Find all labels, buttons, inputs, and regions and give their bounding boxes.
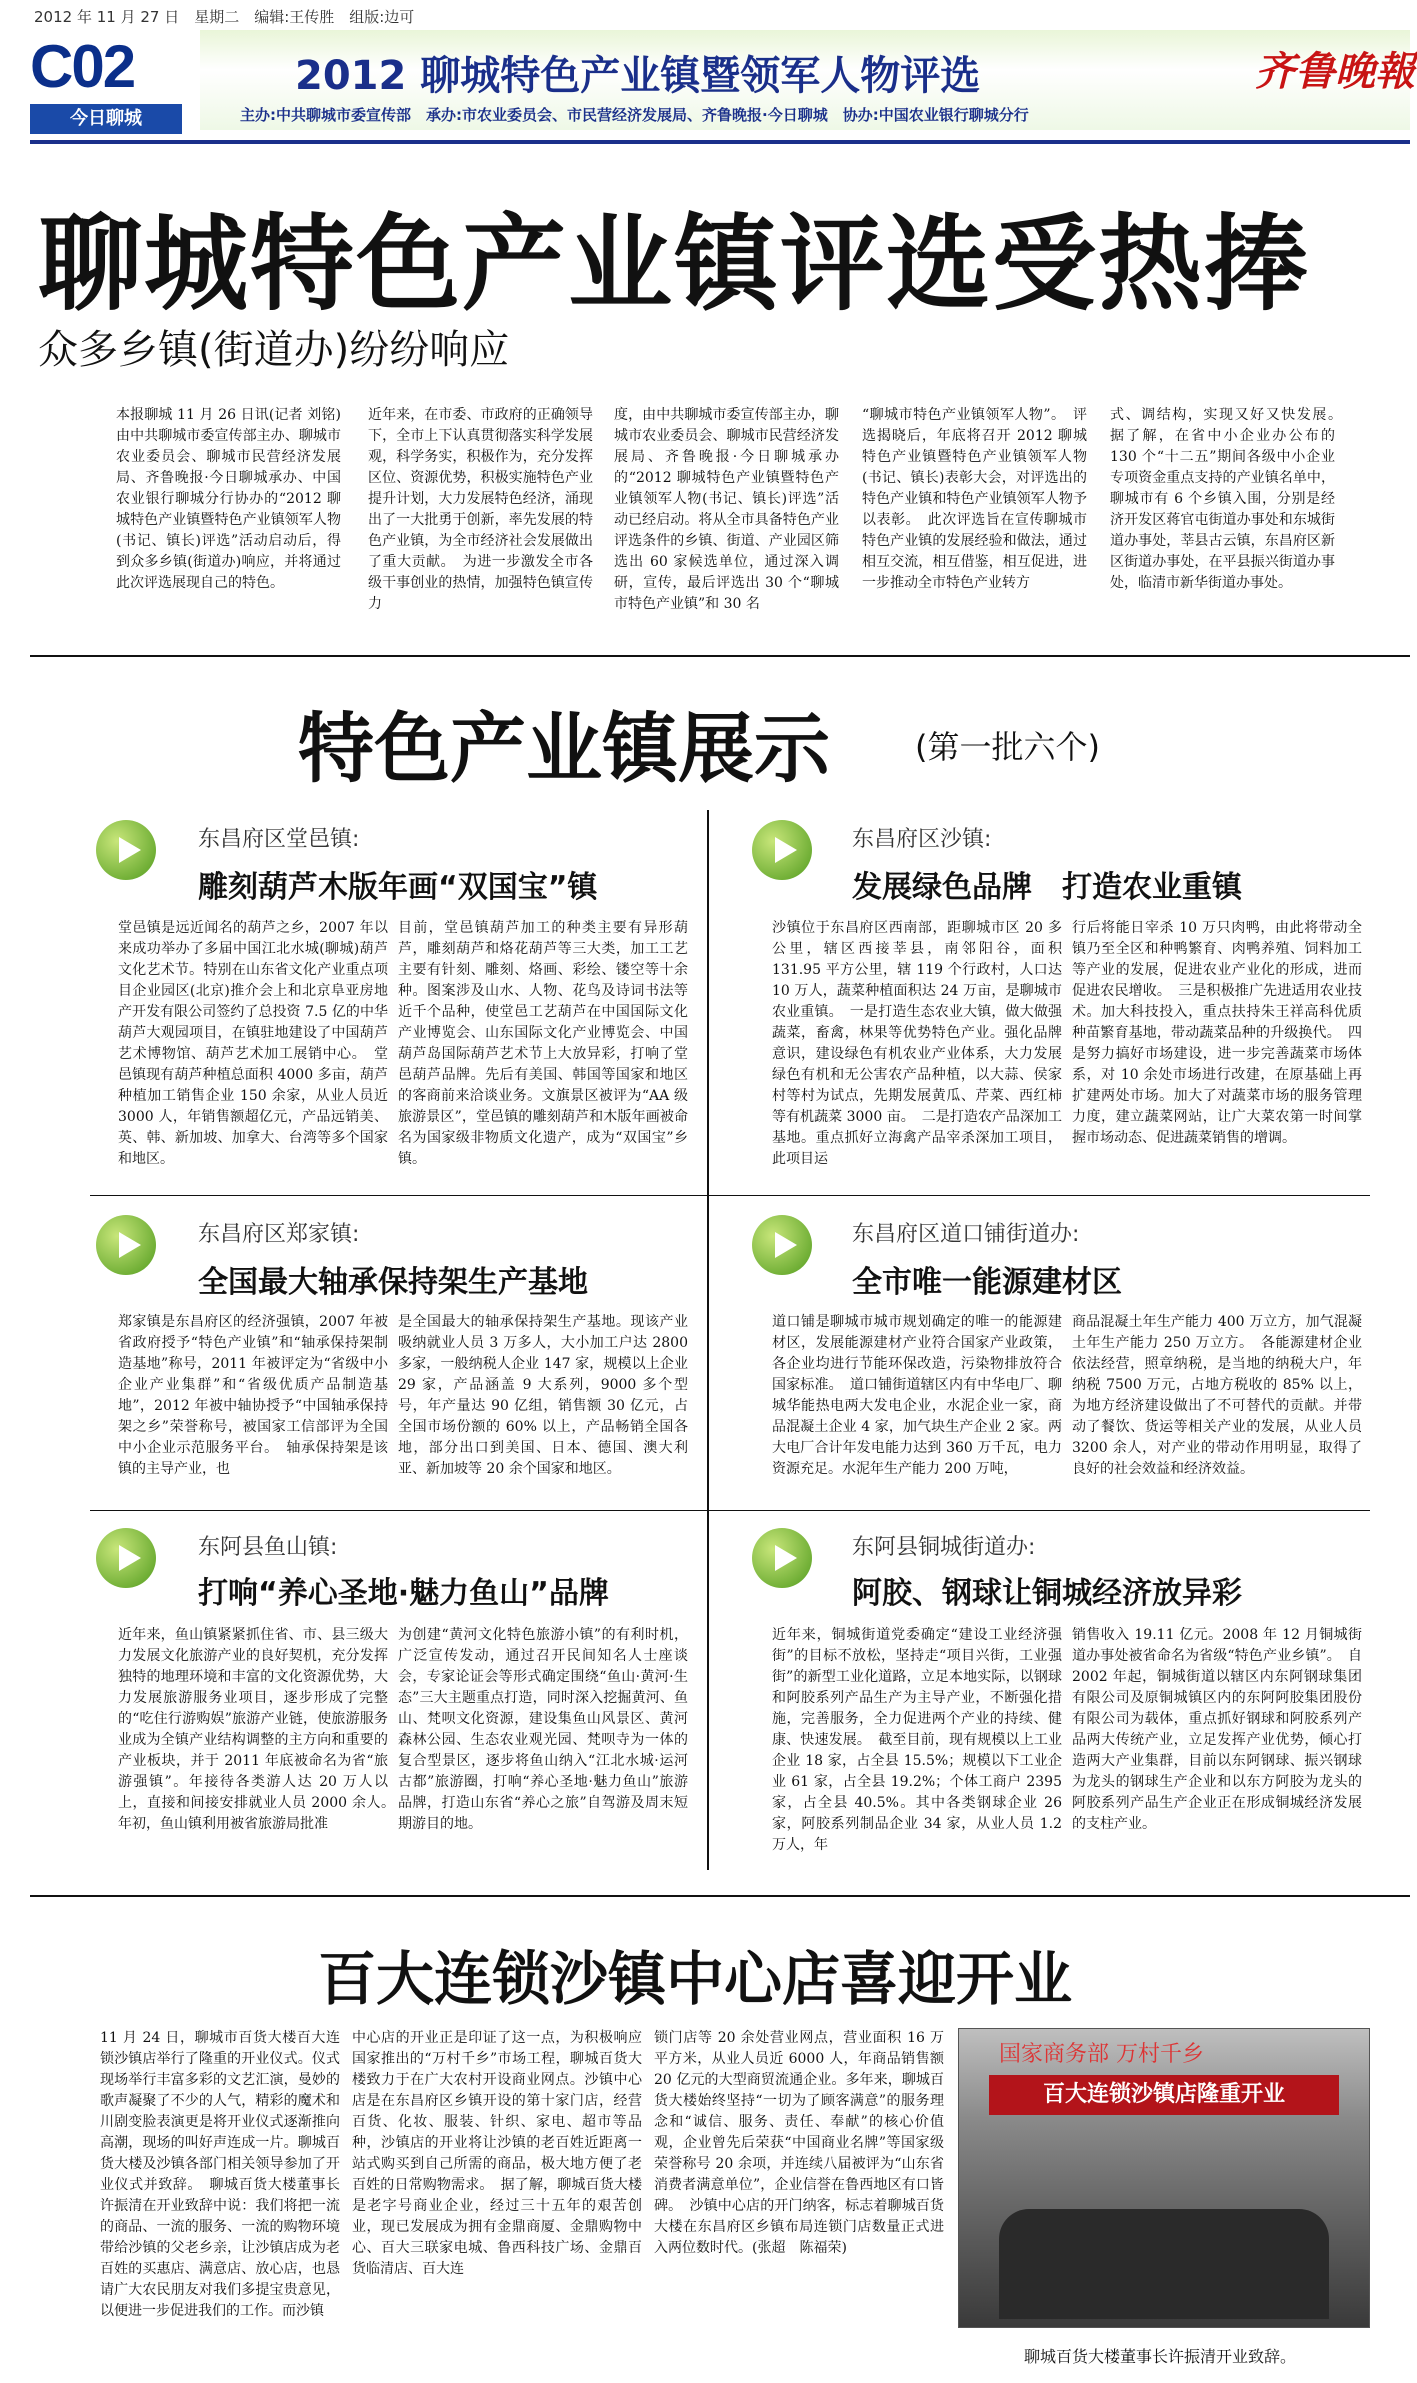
item-column: 道口铺是聊城市城市规划确定的唯一的能源建材区，发展能源建材产业符合国家产业政策，各企业均进行节能环保改造，污染物排放符合国家标准。 道口铺街道辖区内有中华电厂、聊城华能热电两大发电企业，水泥企业一家，商品混凝土企业 4 家，加气块生产企业 2 家。两大电厂合计年发电能力达到 360 万千瓦，电力资源充足。水泥年生产能力 200 万吨， — [772, 1314, 1062, 1477]
item-title: 全市唯一能源建材区 — [852, 1265, 1122, 1300]
item-column: 近年来，鱼山镇紧紧抓住省、市、县三级大力发展文化旅游产业的良好契机，充分发挥独特的地理环境和丰富的文化资源优势，大力发展旅游服务业项目，逐步形成了完整的“吃住行游购娱”旅游产业链，使旅游服务业成为全镇产业结构调整的主方向和重要的产业板块，并于 2011 年底被命名为省“旅游强镇”。年接待各类游人达 20 万人以上，直接和间接安排就业人员 2000 余人。 年初，鱼山镇利用被省旅游局批准 — [118, 1627, 402, 1832]
shop-headline: 百大连锁沙镇中心店喜迎开业 — [318, 1945, 1073, 2013]
item-column: 是全国最大的轴承保持架生产基地。现该产业吸纳就业人员 3 万多人，大小加工户达 2800 多家，一般纳税人企业 147 家，规模以上企业 29 家，产品涵盖 9 大系列，9000 多个型号，年产量达 90 亿组，销售额 30 亿元，占全国市场份额的 60% 以上，产品畅销全国各地，部分出口到美国、日本、德国、澳大利亚、新加坡等 20 余个国家和地区。 — [398, 1314, 688, 1477]
lead-headline: 聊城特色产业镇评选受热捧 — [38, 203, 1311, 325]
photo-sign: 国家商务部 万村千乡 — [999, 2042, 1204, 2067]
lead-column-1: 本报聊城 11 月 26 日讯(记者 刘铭) 由中共聊城市委宣传部主办、聊城市农业委员会、聊城市民营经济发展局、齐鲁晚报·今日聊城承办、中国农业银行聊城分行协办的“2012 聊城特色产业镇暨特色产业镇领军人物(书记、镇长)评选”活动启动后，得到众多乡镇(街道办)响应，并将通过此次评选展现自己的特色。 — [116, 407, 355, 591]
photo-banner: 百大连锁沙镇店隆重开业 — [989, 2075, 1339, 2115]
item-title: 雕刻葫芦木版年画“双国宝”镇 — [198, 870, 598, 905]
divider — [90, 1510, 1370, 1511]
play-icon — [96, 1528, 156, 1588]
item-column: 堂邑镇是远近闻名的葫芦之乡，2007 年以来成功举办了多届中国江北水城(聊城)葫芦文化艺术节。特别在山东省文化产业重点项目企业园区(北京)推介会上和北京阜亚房地产开发有限公司签约了总投资 7.5 亿的中华葫芦大观园项目，在镇驻地建设了中国葫芦艺术博物馆、葫芦艺术加工展销中心。 堂邑镇现有葫芦种植总面积 4000 多亩，葫芦种植加工销售企业 150 余家，从业人员近 3000 人，年销售额超亿元，产品远销美、英、韩、新加坡、加拿大、台湾等多个国家和地区。 — [118, 920, 388, 1167]
play-icon — [752, 1215, 812, 1275]
item-title: 阿胶、钢球让铜城经济放异彩 — [852, 1576, 1242, 1611]
shop-column-1: 11 月 24 日，聊城市百货大楼百大连锁沙镇店举行了隆重的开业仪式。仪式现场举行丰富多彩的文艺汇演，曼妙的歌声凝聚了不少的人气，精彩的魔术和川剧变脸表演更是将开业仪式逐渐推向高潮，现场的叫好声连成一片。聊城百货大楼及沙镇各部门相关领导参加了开业仪式并致辞。 聊城百货大楼董事长许振清在开业致辞中说：我们将把一流的商品、一流的服务、一流的购物环境带给沙镇的父老乡亲，让沙镇店成为老百姓的买惠店、满意店、放心店，也恳请广大农民朋友对我们多提宝贵意见，以便进一步促进我们的工作。而沙镇 — [100, 2030, 340, 2319]
town-name: 东阿县铜城街道办: — [852, 1535, 1036, 1560]
top-rule — [30, 140, 1410, 144]
dateline: 2012 年 11 月 27 日 星期二 编辑:王传胜 组版:边可 — [34, 8, 415, 26]
play-icon — [752, 820, 812, 880]
town-name: 东阿县鱼山镇: — [198, 1535, 338, 1560]
shop-column-3: 锁门店等 20 余处营业网点，营业面积 16 万平方米，从业人员近 6000 人，年商品销售额 20 亿元的大型商贸流通企业。多年来，聊城百货大楼始终坚持“一切为了顾客满意”的服务理念和“诚信、服务、责任、奉献”的核心价值观，企业曾先后荣获“中国商业名牌”等国家级荣誉称号 20 余项，并连续八届被评为“山东省消费者满意单位”，企业信誉在鲁西地区有口皆碑。 沙镇中心店的开门纳客，标志着聊城百货大楼在东昌府区乡镇布局连锁门店数量正式进入两位数时代。(张超 陈福荣) — [654, 2030, 944, 2256]
divider — [30, 655, 1410, 657]
play-icon — [96, 820, 156, 880]
divider — [30, 1895, 1410, 1897]
item-column: 为创建“黄河文化特色旅游小镇”的有利时机，广泛宣传发动，通过召开民间知名人士座谈会，专家论证会等形式确定围绕“鱼山·黄河·生态”三大主题重点打造，同时深入挖掘黄河、鱼山、梵呗文化资源，建设集鱼山风景区、黄河森林公园、生态农业观光园、梵呗寺为一体的复合型景区，逐步将鱼山纳入“江北水城·运河古都”旅游圈，打响“养心圣地·魅力鱼山”旅游品牌，打造山东省“养心之旅”自驾游及周末短期游目的地。 — [398, 1627, 688, 1832]
item-column: 郑家镇是东昌府区的经济强镇，2007 年被省政府授予“特色产业镇”和“轴承保持架制造基地”称号，2011 年被评定为“省级中小企业产业集群”和“省级优质产品制造基地”，2012 年被中轴协授予“中国轴承保持架之乡”荣誉称号，被国家工信部评为全国中小企业示范服务平台。 轴承保持架是该镇的主导产业，也 — [118, 1314, 388, 1477]
photo-caption: 聊城百货大楼董事长许振清开业致辞。 — [1024, 2347, 1297, 2366]
town-name: 东昌府区堂邑镇: — [198, 827, 360, 852]
showcase-headline: 特色产业镇展示 — [298, 704, 830, 793]
crowd-silhouette — [999, 2209, 1329, 2319]
lead-column-3: 度，由中共聊城市委宣传部主办，聊城市农业委员会、聊城市民营经济发展局、齐鲁晚报·今日聊城承办的“2012 聊城特色产业镇暨特色产业镇领军人物(书记、镇长)评选”活动已经启动。将从全市具备特色产业评选条件的乡镇、街道、产业园区筛选出 60 家候选单位，通过深入调研，宣传，最后评选出 30 个“聊城市特色产业镇”和 30 名 — [614, 407, 839, 612]
item-column: 沙镇位于东昌府区西南部，距聊城市区 20 多公里，辖区西接莘县，南邻阳谷，面积 131.95 平方公里，辖 119 个行政村，人口达 10 万人，蔬菜种植面积达 24 万亩，是聊城市农业重镇。 一是打造生态农业大镇，做大做强蔬菜，畜禽，林果等优势特色产业。强化品牌意识，建设绿色有机农业产业体系，大力发展绿色有机和无公害农产品种植，以大蒜、侯家村等村为试点，先期发展黄瓜、芹菜、西红柿等有机蔬菜 3000 亩。 二是打造农产品深加工基地。重点抓好立海禽产品宰杀深加工项目，此项目运 — [772, 920, 1062, 1167]
section-tag: 今日聊城 — [30, 104, 182, 134]
lead-column-4: “聊城市特色产业镇领军人物”。 评选揭晓后，年底将召开 2012 聊城特色产业镇暨特色产业镇领军人物(书记、镇长)表彰大会，对评选出的特色产业镇和特色产业镇领军人物予以表彰。 此次评选旨在宣传聊城市特色产业镇的发展经验和做法，通过相互交流，相互借鉴，相互促进，进一步推动全市特色产业转方 — [862, 407, 1087, 591]
divider — [90, 1195, 1370, 1196]
column-divider — [707, 810, 709, 1870]
lead-column-5: 式、调结构，实现又好又快发展。 据了解，在省中小企业办公布的 130 个“十二五”期间各级中小企业专项资金重点支持的产业镇名单中，聊城市有 6 个乡镇入围，分别是经济开发区蒋官屯街道办事处和东城街道办事处，莘县古云镇，东昌府区新区街道办事处，在平县振兴街道办事处，临清市新华街道办事处。 — [1110, 407, 1349, 591]
item-column: 行后将能日宰杀 10 万只肉鸭，由此将带动全镇乃至全区和种鸭繁育、肉鸭养殖、饲料加工等产业的发展，促进农业产业化的形成，进而促进农民增收。 三是积极推广先进适用农业技术。加大科技投入，重点扶持朱王祥高科优质种苗繁育基地，带动蔬菜品种的升级换代。 四是努力搞好市场建设，进一步完善蔬菜市场体系，对 10 余处市场进行改建，在原基础上再扩建两处市场。加大了对蔬菜市场的服务管理力度，建立蔬菜网站，让广大菜农第一时间掌握市场动态、促进蔬菜销售的增调。 — [1072, 920, 1362, 1146]
shop-column-2: 中心店的开业正是印证了这一点，为积极响应国家推出的“万村千乡”市场工程，聊城百货大楼致力于在广大农村开设商业网点。沙镇中心店是在东昌府区乡镇开设的第十家门店，经营百货、化妆、服装、针织、家电、超市等品种，沙镇店的开业将让沙镇的老百姓近距离一站式购买到自己所需的商品，极大地方便了老百姓的日常购物需求。 据了解，聊城百货大楼是老字号商业企业，经过三十五年的艰苦创业，现已发展成为拥有金鼎商厦、金鼎购物中心、百大三联家电城、鲁西科技广场、金鼎百货临清店、百大连 — [352, 2030, 642, 2277]
play-icon — [96, 1215, 156, 1275]
showcase-subhead: (第一批六个) — [915, 728, 1100, 766]
lead-subhead: 众多乡镇(街道办)纷纷响应 — [38, 327, 510, 373]
lead-column-2: 近年来，在市委、市政府的正确领导下，全市上下认真贯彻落实科学发展观，科学务实，积极作为，充分发挥区位、资源优势，积极实施特色产业提升计划，大力发展特色经济，涌现出了一大批勇于创新，率先发展的特色产业镇，为全市经济社会发展做出了重大贡献。 为进一步激发全市各级干事创业的热情，加强特色镇宣传力 — [368, 407, 593, 612]
town-name: 东昌府区沙镇: — [852, 827, 992, 852]
item-title: 发展绿色品牌 打造农业重镇 — [852, 870, 1242, 905]
item-title: 全国最大轴承保持架生产基地 — [198, 1265, 588, 1300]
town-name: 东昌府区道口铺街道办: — [852, 1222, 1080, 1247]
item-column: 近年来，铜城街道党委确定“建设工业经济强街”的目标不放松，坚持走“项目兴街，工业强街”的新型工业化道路，立足本地实际，以钢球和阿胶系列产品生产为主导产业，不断强化措施，完善服务，全力促进两个产业的持续、健康、快速发展。 截至目前，现有规模以上工业企业 18 家，占全县 15.5%；规模以下工业企业 61 家，占全县 19.2%；个体工商户 2395 家，占全县 40.5%。其中各类钢球企业 26 家，阿胶系列制品企业 34 家，从业人员 1.2 万人，年 — [772, 1627, 1062, 1853]
sponsor-line: 主办:中共聊城市委宣传部 承办:市农业委员会、市民营经济发展局、齐鲁晚报·今日聊城 协办:中国农业银行聊城分行 — [240, 106, 1029, 124]
item-column: 目前，堂邑镇葫芦加工的种类主要有异形葫芦，雕刻葫芦和烙花葫芦等三大类，加工工艺主要有针刻、雕刻、烙画、彩绘、镂空等十余种。图案涉及山水、人物、花鸟及诗词书法等近千个品种，使堂邑工艺葫芦在中国国际文化产业博览会、山东国际文化产业博览会、中国葫芦岛国际葫芦艺术节上大放异彩，打响了堂邑葫芦品牌。先后有美国、韩国等国家和地区的客商前来洽谈业务。文旗景区被评为“AA 级旅游景区”，堂邑镇的雕刻葫芦和木版年画被命名为国家级非物质文化遗产，成为“双国宝”乡镇。 — [398, 920, 688, 1167]
item-column: 销售收入 19.11 亿元。2008 年 12 月铜城街道办事处被省命名为省级“特色产业乡镇”。 自 2002 年起，铜城街道以辖区内东阿钢球集团有限公司及原铜城镇区内的东阿阿胶集团股份有限公司为载体，重点抓好钢球和阿胶系列产品两大传统产业，立足发挥产业优势，倾心打造两大产业集群，目前以东阿钢球、振兴钢球为龙头的钢球生产企业和以东方阿胶为龙头的阿胶系列产品生产企业正在形成铜城经济发展的支柱产业。 — [1072, 1627, 1362, 1832]
opening-ceremony-photo — [958, 2028, 1370, 2328]
item-title: 打响“养心圣地·魅力鱼山”品牌 — [198, 1576, 609, 1611]
play-icon — [752, 1528, 812, 1588]
page-code: C02 — [30, 33, 135, 100]
newspaper-logo: 齐鲁晚報 — [1255, 48, 1415, 95]
town-name: 东昌府区郑家镇: — [198, 1222, 360, 1247]
banner-title: 2012 聊城特色产业镇暨领军人物评选 — [295, 53, 981, 99]
item-column: 商品混凝土年生产能力 400 万立方，加气混凝土年生产能力 250 万立方。 各能源建材企业依法经营，照章纳税，是当地的纳税大户，年纳税 7500 万元，占地方税收的 85% 以上，为地方经济建设做出了不可替代的贡献。并带动了餐饮、货运等相关产业的发展，从业人员 3200 余人，对产业的带动作用明显，取得了良好的社会效益和经济效益。 — [1072, 1314, 1362, 1477]
